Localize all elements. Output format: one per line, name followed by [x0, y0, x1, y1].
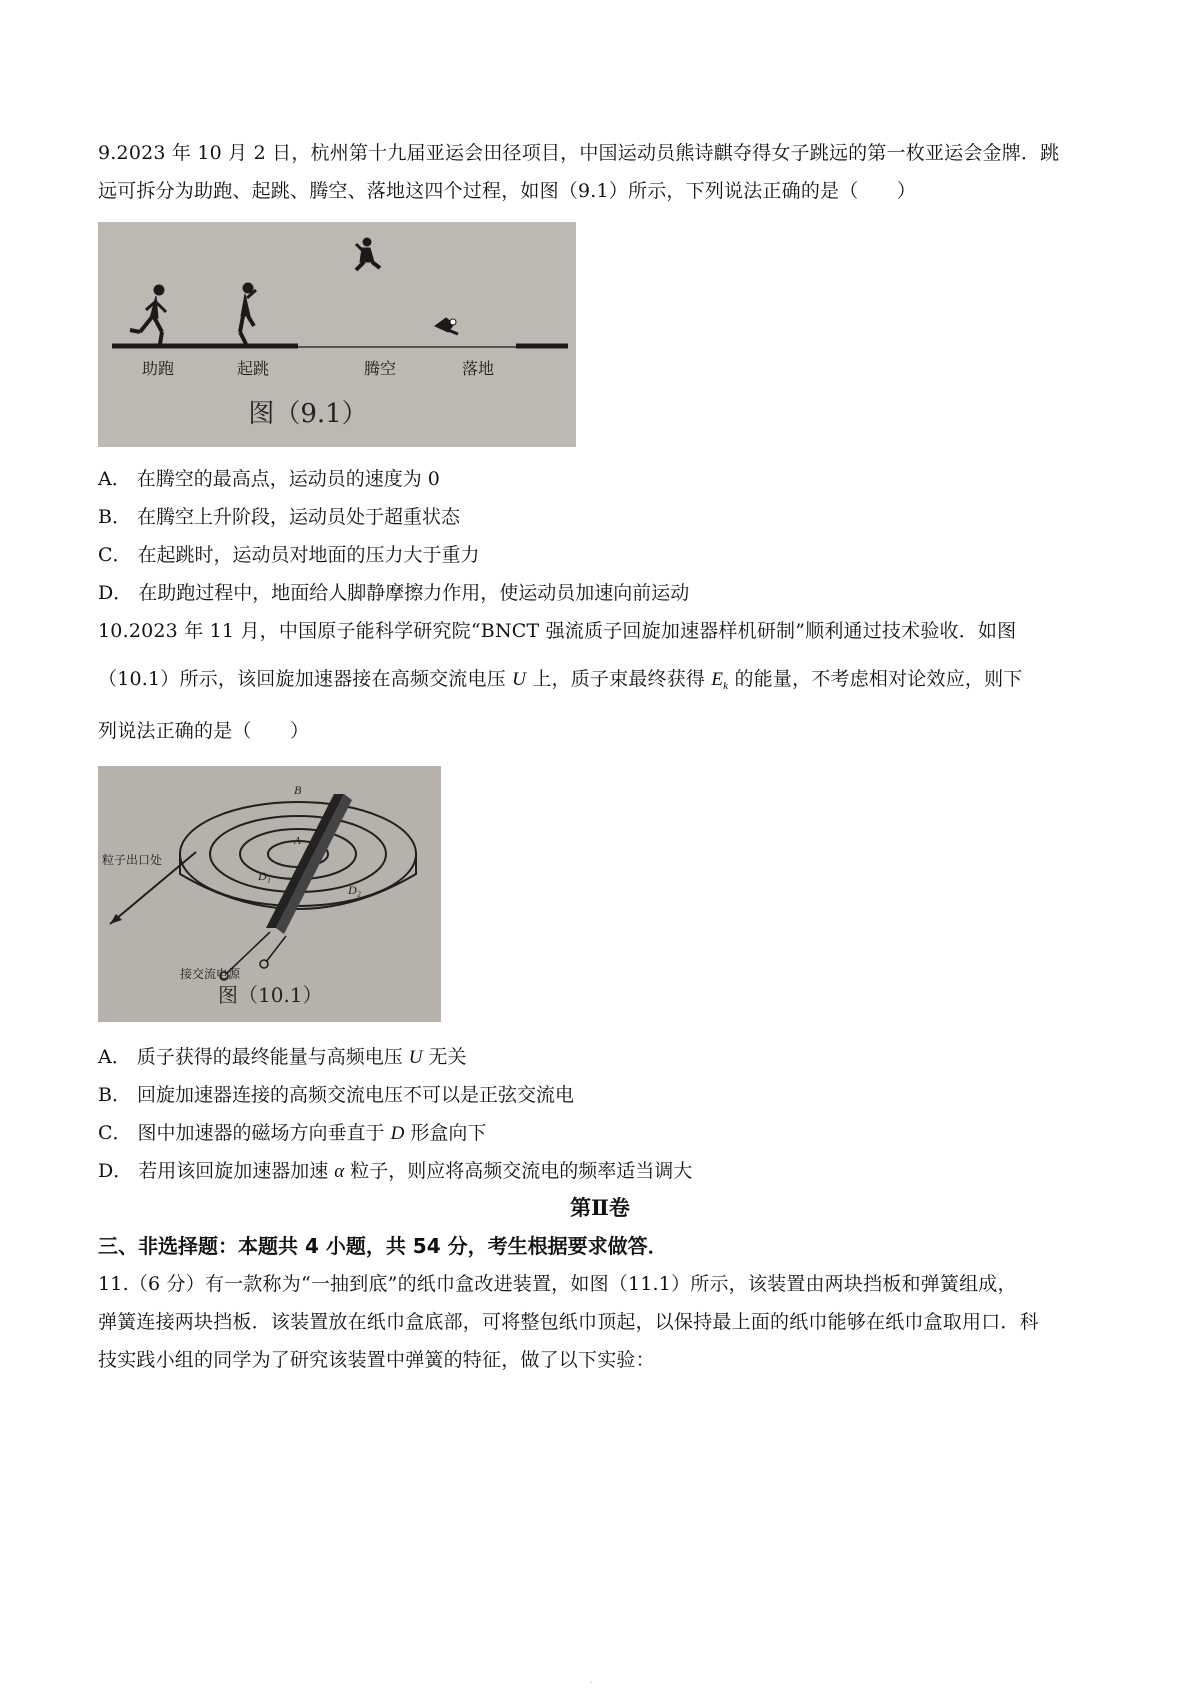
long-jump-diagram — [98, 222, 576, 447]
footer-mark: . — [590, 1676, 593, 1685]
option-text: 在起跳时，运动员对地面的压力大于重力 — [137, 544, 480, 566]
q9-stem-line2: 远可拆分为助跑、起跳、腾空、落地这四个过程，如图（9.1）所示，下列说法正确的是（ ） — [98, 180, 917, 202]
q10-stem-line1: 10.2023 年 11 月，中国原子能科学研究院“BNCT 强流质子回旋加速器样机研制”顺利通过技术验收．如图 — [98, 620, 1017, 642]
q10-option-b — [98, 1076, 574, 1114]
label-power: 接交流电源 — [180, 967, 241, 981]
option-text: 回旋加速器连接的高频交流电压不可以是正弦交流电 — [136, 1084, 574, 1106]
option-text: 在腾空上升阶段，运动员处于超重状态 — [136, 506, 460, 528]
option-label: C． — [98, 1122, 132, 1144]
q11-line1: 11.（6 分）有一款称为“一抽到底”的纸巾盒改进装置，如图（11.1）所示，该装置由两块挡板和弹簧组成， — [98, 1273, 1017, 1295]
section-title: 第Ⅱ卷 — [570, 1195, 630, 1220]
label-landing: 落地 — [461, 359, 495, 378]
option-text: 粒子，则应将高频交流电的频率适当调大 — [344, 1160, 693, 1182]
option-label: B． — [98, 1084, 131, 1106]
label-exit: 粒子出口处 — [102, 853, 163, 867]
option-var: D — [390, 1123, 405, 1144]
q9-option-d — [98, 574, 689, 612]
q10-stem-text-c: 的能量，不考虑相对论效应，则下 — [728, 668, 1023, 690]
option-label: D． — [98, 582, 133, 604]
label-b: B — [294, 783, 302, 797]
figure-9-1-caption: 图（9.1） — [248, 399, 368, 429]
figure-10-1 — [98, 766, 441, 1022]
label-d2: D₂ — [348, 883, 361, 897]
q10-option-c — [98, 1114, 486, 1153]
q10-stem-text-b: 上，质子束最终获得 — [526, 668, 712, 690]
option-label: C． — [98, 544, 132, 566]
q10-stem-line2 — [98, 660, 1113, 705]
q9-option-a — [98, 460, 440, 498]
option-text: 在腾空的最高点，运动员的速度为 0 — [136, 468, 440, 490]
option-text: 无关 — [422, 1046, 467, 1068]
q10-option-a — [98, 1038, 467, 1077]
label-run: 助跑 — [141, 359, 175, 378]
label-takeoff: 起跳 — [236, 359, 270, 378]
cyclotron-diagram — [98, 766, 441, 1022]
option-text: 在助跑过程中，地面给人脚静摩擦力作用，使运动员加速向前运动 — [138, 582, 690, 604]
var-u: U — [512, 669, 527, 690]
var-e: E — [711, 669, 724, 690]
option-text: 质子获得的最终能量与高频电压 — [136, 1046, 409, 1068]
figure-10-1-caption: 图（10.1） — [218, 983, 323, 1007]
q9-option-b — [98, 498, 460, 536]
option-text: 形盒向下 — [404, 1122, 487, 1144]
var-k: k — [723, 680, 729, 692]
label-d1: D₁ — [258, 869, 271, 883]
q10-stem-line3: 列说法正确的是（ ） — [98, 720, 310, 742]
option-var: U — [408, 1047, 423, 1068]
figure-9-1 — [98, 222, 576, 447]
option-text: 图中加速器的磁场方向垂直于 — [137, 1122, 391, 1144]
option-var: α — [334, 1161, 345, 1182]
q9-stem-line1: 9.2023 年 10 月 2 日，杭州第十九届亚运会田径项目，中国运动员熊诗麒夺得女子跳远的第一枚亚运会金牌．跳 — [98, 142, 1060, 164]
q9-option-c — [98, 536, 480, 574]
q10-option-d — [98, 1152, 692, 1191]
option-label: A． — [98, 1046, 131, 1068]
section-heading: 三、非选择题：本题共 4 小题，共 54 分，考生根据要求做答． — [98, 1234, 668, 1258]
label-a: A — [294, 835, 301, 847]
label-flight: 腾空 — [363, 359, 397, 378]
option-label: A． — [98, 468, 131, 490]
option-label: B． — [98, 506, 131, 528]
q10-stem-text-a: （10.1）所示，该回旋加速器接在高频交流电压 — [98, 668, 513, 690]
option-label: D． — [98, 1160, 133, 1182]
q11-line2: 弹簧连接两块挡板．该装置放在纸巾盒底部，可将整包纸巾顶起，以保持最上面的纸巾能够在纸巾盒取用口．科 — [98, 1311, 1039, 1333]
option-text: 若用该回旋加速器加速 — [138, 1160, 335, 1182]
q11-line3: 技实践小组的同学为了研究该装置中弹簧的特征，做了以下实验： — [98, 1349, 655, 1371]
